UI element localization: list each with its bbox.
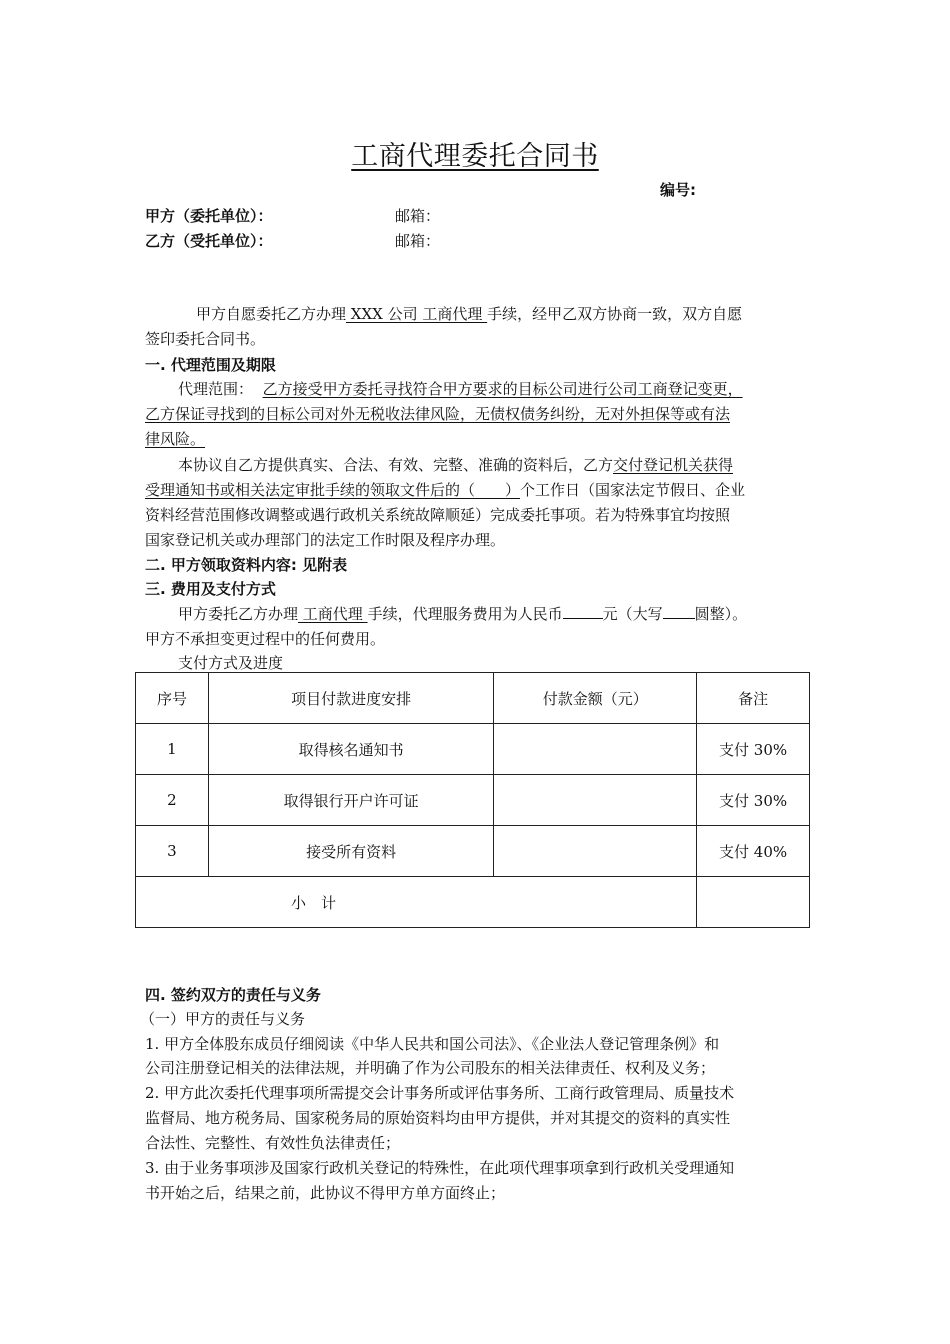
term-line-1 bbox=[178, 454, 733, 475]
table-cell: 1 bbox=[136, 724, 209, 775]
scope-label: 代理范围： bbox=[178, 380, 254, 398]
scope-line-3: 律风险。 bbox=[145, 430, 206, 448]
term-text-2b: ） bbox=[505, 481, 521, 499]
table-row bbox=[136, 724, 810, 775]
section-3-heading: 三. 费用及支付方式 bbox=[145, 580, 276, 598]
intro-line-2: 签印委托合同书。 bbox=[145, 330, 266, 348]
subtotal-row bbox=[136, 877, 810, 928]
table-cell: 取得核名通知书 bbox=[208, 724, 494, 775]
intro-text-2: 手续，经甲乙双方协商一致，双方自愿 bbox=[487, 305, 743, 323]
intro-text: 甲方自愿委托乙方办理 bbox=[196, 305, 347, 323]
fee-amount-blank bbox=[563, 604, 603, 619]
item-3-line-1: 3. 由于业务事项涉及国家行政机关登记的特殊性，在此项代理事项拿到行政机关受理通知 bbox=[145, 1159, 735, 1177]
header-cell: 付款金额（元） bbox=[494, 673, 697, 724]
header-cell: 项目付款进度安排 bbox=[208, 673, 494, 724]
payment-label: 支付方式及进度 bbox=[178, 654, 284, 672]
table-cell: 取得银行开户许可证 bbox=[208, 775, 494, 826]
fee-agency: 工商代理 bbox=[298, 605, 368, 623]
fee-text-4: 圆整）。 bbox=[694, 605, 748, 623]
document-title: 工商代理委托合同书 bbox=[351, 141, 599, 172]
item-2-line-1: 2. 甲方此次委托代理事项所需提交会计事务所或评估事务所、工商行政管理局、质量技术 bbox=[145, 1084, 735, 1102]
table-cell bbox=[494, 826, 697, 877]
section-4-heading: 四. 签约双方的责任与义务 bbox=[145, 986, 321, 1004]
item-1-line-1: 1. 甲方全体股东成员仔细阅读《中华人民共和国公司法》、《企业法人登记管理条例》和 bbox=[145, 1035, 720, 1053]
fee-line-2: 甲方不承担变更过程中的任何费用。 bbox=[145, 630, 386, 648]
term-text-1b: 交付登记机关获得 bbox=[613, 456, 734, 474]
term-line-3: 资料经营范围修改调整或遇行政机关系统故障顺延）完成委托事项。若为特殊事宜均按照 bbox=[145, 506, 731, 524]
scope-text-1: 乙方接受甲方委托寻找符合甲方要求的目标公司进行公司工商登记变更， bbox=[262, 380, 743, 398]
table-cell: 3 bbox=[136, 826, 209, 877]
table-header-row bbox=[136, 673, 810, 724]
fee-text-2: 手续，代理服务费用为人民币 bbox=[367, 605, 563, 623]
table-row bbox=[136, 826, 810, 877]
term-text-2a: 受理通知书或相关法定审批手续的领取文件后的（ bbox=[145, 481, 476, 499]
party-a-email-label: 邮箱： bbox=[395, 207, 441, 225]
table-cell: 2 bbox=[136, 775, 209, 826]
subtotal-label: 小 计 bbox=[136, 877, 697, 928]
party-b-email-label: 邮箱： bbox=[395, 232, 441, 250]
intro-company: XXX 公司 bbox=[346, 305, 423, 323]
table-cell: 支付 30% bbox=[697, 775, 810, 826]
intro-line-1 bbox=[196, 303, 742, 324]
subtotal-value bbox=[697, 877, 810, 928]
item-3-line-2: 书开始之后，结果之前，此协议不得甲方单方面终止； bbox=[145, 1184, 506, 1202]
fee-line-1 bbox=[178, 603, 747, 624]
section-1-heading: 一. 代理范围及期限 bbox=[145, 356, 276, 374]
payment-schedule-table bbox=[135, 672, 810, 928]
section-2-heading: 二. 甲方领取资料内容: 见附表 bbox=[145, 556, 348, 574]
header-cell: 序号 bbox=[136, 673, 209, 724]
party-b-label: 乙方（受托单位）： bbox=[145, 232, 273, 250]
item-1-line-2: 公司注册登记相关的法律法规，并明确了作为公司股东的相关法律责任、权利及义务； bbox=[145, 1059, 716, 1077]
header-cell: 备注 bbox=[697, 673, 810, 724]
intro-agency: 工商代理 bbox=[422, 305, 488, 323]
item-2-line-2: 监督局、地方税务局、国家税务局的原始资料均由甲方提供，并对其提交的资料的真实性 bbox=[145, 1109, 731, 1127]
party-a-label: 甲方（委托单位）： bbox=[145, 207, 273, 225]
scope-line-2: 乙方保证寻找到的目标公司对外无税收法律风险，无债权债务纠纷，无对外担保等或有法 bbox=[145, 405, 731, 423]
table-row bbox=[136, 775, 810, 826]
fee-text-3: 元（大写 bbox=[602, 605, 663, 623]
table-cell: 支付 40% bbox=[697, 826, 810, 877]
term-text-1a: 本协议自乙方提供真实、合法、有效、完整、准确的资料后，乙方 bbox=[178, 456, 614, 474]
term-days-blank bbox=[475, 481, 505, 499]
term-text-2c: 个工作日（国家法定节假日、企业 bbox=[520, 481, 746, 499]
table-cell bbox=[494, 724, 697, 775]
item-2-line-3: 合法性、完整性、有效性负法律责任； bbox=[145, 1134, 401, 1152]
fee-uppercase-blank bbox=[663, 604, 695, 619]
table-cell: 支付 30% bbox=[697, 724, 810, 775]
scope-line-1 bbox=[178, 378, 743, 399]
table-cell bbox=[494, 775, 697, 826]
fee-text-1: 甲方委托乙方办理 bbox=[178, 605, 299, 623]
table-cell: 接受所有资料 bbox=[208, 826, 494, 877]
term-line-2 bbox=[145, 479, 745, 500]
term-line-4: 国家登记机关或办理部门的法定工作时限及程序办理。 bbox=[145, 531, 506, 549]
section-4-sub-1: （一）甲方的责任与义务 bbox=[140, 1010, 306, 1028]
number-label: 编号: bbox=[660, 181, 696, 199]
